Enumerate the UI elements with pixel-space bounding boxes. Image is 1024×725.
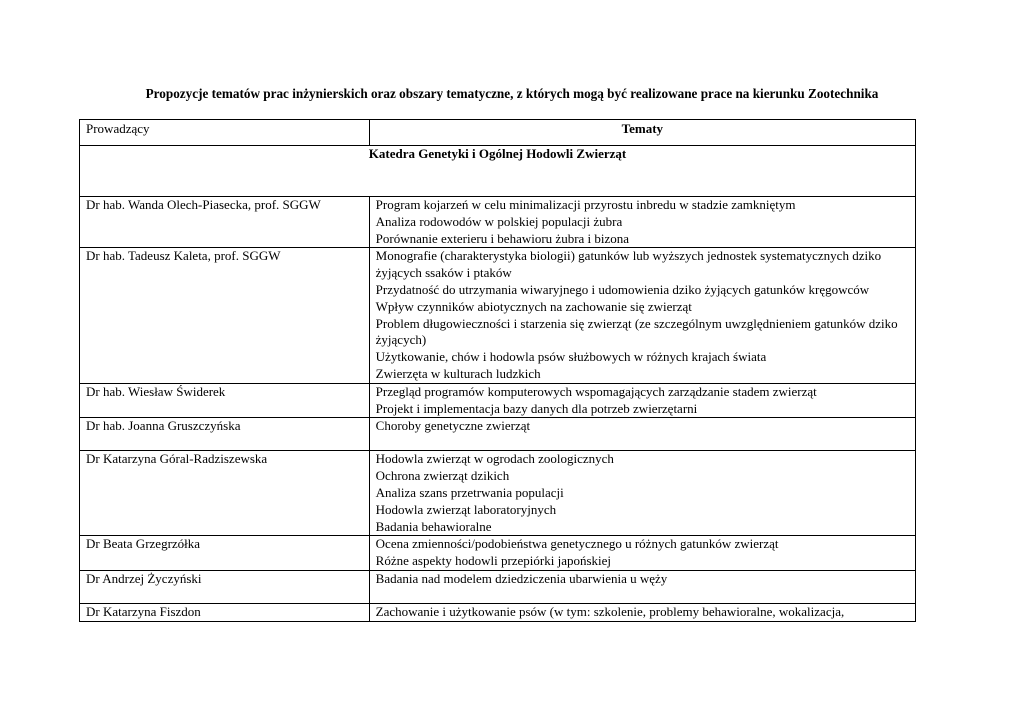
- table-row: [80, 603, 916, 621]
- lead-name: Dr hab. Joanna Gruszczyńska: [80, 418, 370, 451]
- topics-cell: [369, 570, 915, 603]
- topic-item: Monografie (charakterystyka biologii) gatunków lub wyższych jednostek systematycznych dziko żyjących ssaków i ptaków: [375, 248, 882, 281]
- topics-cell: [369, 451, 915, 536]
- topic-item: Porównanie exterieru i behawioru żubra i bizona: [375, 230, 630, 246]
- topic-item: Badania behawioralne: [375, 518, 492, 534]
- lead-name: Dr Beata Grzegrzółka: [80, 536, 370, 571]
- topic-item: Problem długowieczności i starzenia się zwierząt (ze szczególnym uwzględnieniem gatunków dziko żyjących): [375, 315, 898, 348]
- lead-name: Dr Katarzyna Fiszdon: [80, 603, 370, 621]
- table-row: [80, 570, 916, 603]
- topics-table: [79, 119, 916, 622]
- header-topics: Tematy: [369, 120, 915, 146]
- topics-cell: [369, 383, 915, 418]
- lead-name: Dr hab. Wanda Olech-Piasecka, prof. SGGW: [80, 197, 370, 248]
- topics-cell: [369, 418, 915, 451]
- document-title: Propozycje tematów prac inżynierskich oraz obszary tematyczne, z których mogą być realizowane prace na kierunku Zootechnika: [145, 86, 879, 101]
- topic-item: Zachowanie i użytkowanie psów (w tym: szkolenie, problemy behawioralne, wokalizacja,: [375, 603, 845, 619]
- lead-name: Dr hab. Wiesław Świderek: [80, 383, 370, 418]
- topic-item: Przegląd programów komputerowych wspomagających zarządzanie stadem zwierząt: [375, 383, 817, 399]
- table-row: [80, 197, 916, 248]
- topic-item: Analiza szans przetrwania populacji: [375, 484, 564, 500]
- topic-item: Analiza rodowodów w polskiej populacji żubra: [375, 213, 623, 229]
- table-header-row: [80, 120, 916, 146]
- topic-item: Ochrona zwierząt dzikich: [375, 468, 510, 484]
- header-lead: Prowadzący: [80, 120, 370, 146]
- table-row: [80, 418, 916, 451]
- topic-item: Badania nad modelem dziedziczenia ubarwienia u węży: [375, 570, 668, 586]
- table-row: [80, 248, 916, 383]
- topic-item: Choroby genetyczne zwierząt: [375, 418, 531, 434]
- topic-item: Różne aspekty hodowli przepiórki japońskiej: [375, 553, 612, 569]
- topic-item: Program kojarzeń w celu minimalizacji przyrostu inbredu w stadzie zamkniętym: [375, 197, 796, 212]
- topic-item: Projekt i implementacja bazy danych dla potrzeb zwierzętarni: [375, 400, 698, 416]
- table-row: [80, 383, 916, 418]
- topics-cell: [369, 603, 915, 621]
- lead-name: Dr hab. Tadeusz Kaleta, prof. SGGW: [80, 248, 370, 383]
- department-row: [80, 146, 916, 197]
- topic-item: Zwierzęta w kulturach ludzkich: [375, 365, 541, 381]
- topic-item: Wpływ czynników abiotycznych na zachowanie się zwierząt: [375, 298, 692, 314]
- topic-item: Przydatność do utrzymania wiwaryjnego i udomowienia dziko żyjących gatunków kręgowców: [375, 281, 870, 297]
- topic-item: Hodowla zwierząt w ogrodach zoologicznych: [375, 451, 614, 467]
- lead-name: Dr Andrzej Życzyński: [80, 570, 370, 603]
- topic-item: Ocena zmienności/podobieństwa genetycznego u różnych gatunków zwierząt: [375, 536, 779, 552]
- topics-cell: [369, 248, 915, 383]
- department-name: Katedra Genetyki i Ogólnej Hodowli Zwierząt: [80, 146, 916, 197]
- table-row: [80, 536, 916, 571]
- topic-item: Użytkowanie, chów i hodowla psów służbowych w różnych krajach świata: [375, 349, 767, 365]
- topic-item: Hodowla zwierząt laboratoryjnych: [375, 501, 557, 517]
- topics-cell: [369, 197, 915, 248]
- table-row: [80, 451, 916, 536]
- lead-name: Dr Katarzyna Góral-Radziszewska: [80, 451, 370, 536]
- topics-cell: [369, 536, 915, 571]
